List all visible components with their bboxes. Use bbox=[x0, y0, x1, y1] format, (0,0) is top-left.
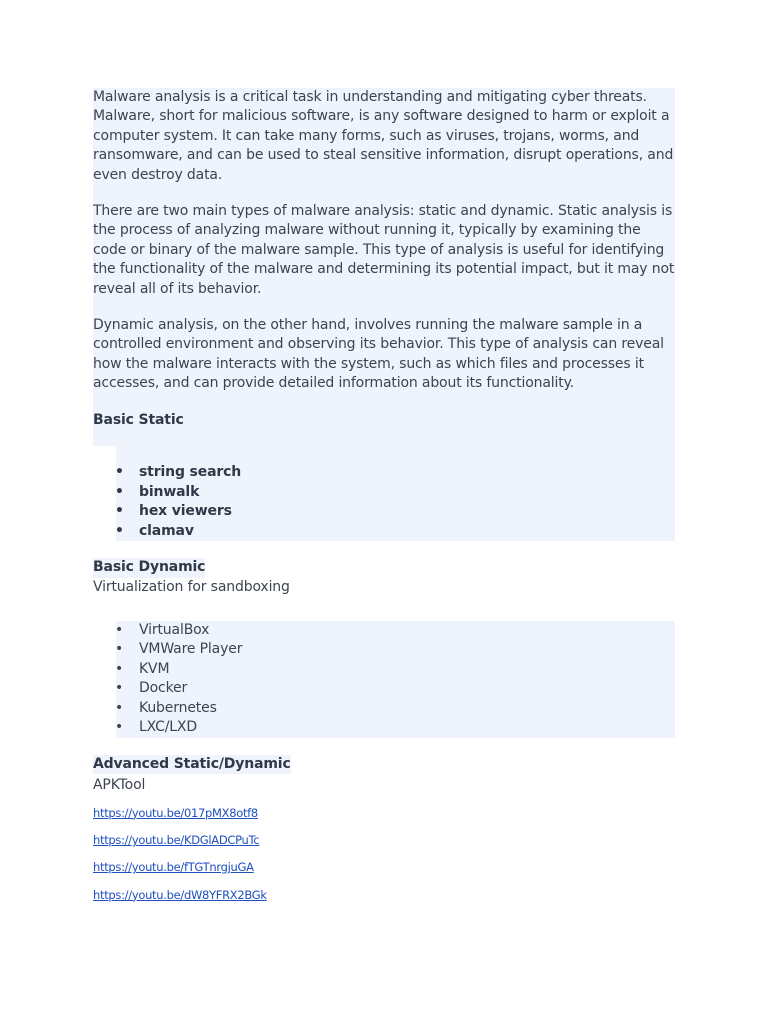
bullet-icon: • bbox=[115, 680, 124, 697]
heading-basic-static: Basic Static bbox=[93, 411, 184, 428]
intro-block bbox=[93, 88, 675, 446]
basic-dynamic-section bbox=[93, 558, 675, 597]
basic-static-list-block bbox=[116, 446, 675, 541]
list-item: • hex viewers bbox=[116, 502, 675, 522]
basic-static-list bbox=[116, 463, 675, 541]
list-item: • VMWare Player bbox=[116, 640, 675, 660]
list-item: • binwalk bbox=[116, 483, 675, 503]
bullet-icon: • bbox=[115, 503, 124, 520]
bullet-icon: • bbox=[115, 660, 124, 677]
paragraph-types: There are two main types of malware analysis: static and dynamic. Static analysis is the process of analyzing malware without running it, typically by examining the code or binary of the malware sample. This type of analysis is useful for identifying the functionality of the malware and determining its potential impact, but it may not reveal all of its behavior. bbox=[93, 203, 675, 297]
heading-basic-dynamic: Basic Dynamic bbox=[93, 558, 205, 577]
bullet-icon: • bbox=[115, 641, 124, 658]
list-item: • LXC/LXD bbox=[116, 718, 675, 738]
list-item: • string search bbox=[116, 463, 675, 483]
video-link[interactable]: https://youtu.be/dW8YFRX2BGk bbox=[93, 887, 267, 902]
list-item: • Kubernetes bbox=[116, 699, 675, 719]
paragraph-intro: Malware analysis is a critical task in understanding and mitigating cyber threats. Malware, short for malicious software, is any software designed to harm or exploit a computer system. It can take many forms, such as viruses, trojans, worms, and ransomware, and can be used to steal sensitive information, disrupt operations, and even destroy data. bbox=[93, 89, 674, 183]
bullet-icon: • bbox=[115, 699, 124, 716]
video-link[interactable]: https://youtu.be/KDGlADCPuTc bbox=[93, 833, 260, 848]
paragraph-dynamic: Dynamic analysis, on the other hand, involves running the malware sample in a controlled environment and observing its behavior. This type of analysis can reveal how the malware interacts with the system, such as which files and processes it accesses, and can provide detailed information about its functionality. bbox=[93, 317, 664, 392]
basic-dynamic-subtitle: Virtualization for sandboxing bbox=[93, 578, 290, 595]
basic-dynamic-list bbox=[116, 621, 675, 738]
advanced-subtitle: APKTool bbox=[93, 777, 146, 794]
bullet-icon: • bbox=[115, 522, 124, 539]
video-link[interactable]: https://youtu.be/017pMX8otf8 bbox=[93, 805, 258, 820]
document-page bbox=[93, 88, 675, 911]
list-item: • clamav bbox=[116, 522, 675, 542]
bullet-icon: • bbox=[115, 464, 124, 481]
heading-advanced: Advanced Static/Dynamic bbox=[93, 755, 291, 774]
advanced-section bbox=[93, 755, 675, 911]
bullet-icon: • bbox=[115, 719, 124, 736]
list-item: • Docker bbox=[116, 679, 675, 699]
basic-dynamic-list-block bbox=[116, 621, 675, 738]
video-link[interactable]: https://youtu.be/fTGTnrgjuGA bbox=[93, 860, 254, 875]
video-links bbox=[93, 802, 675, 911]
list-item: • VirtualBox bbox=[116, 621, 675, 641]
bullet-icon: • bbox=[115, 483, 124, 500]
list-item: • KVM bbox=[116, 660, 675, 680]
bullet-icon: • bbox=[115, 621, 124, 638]
